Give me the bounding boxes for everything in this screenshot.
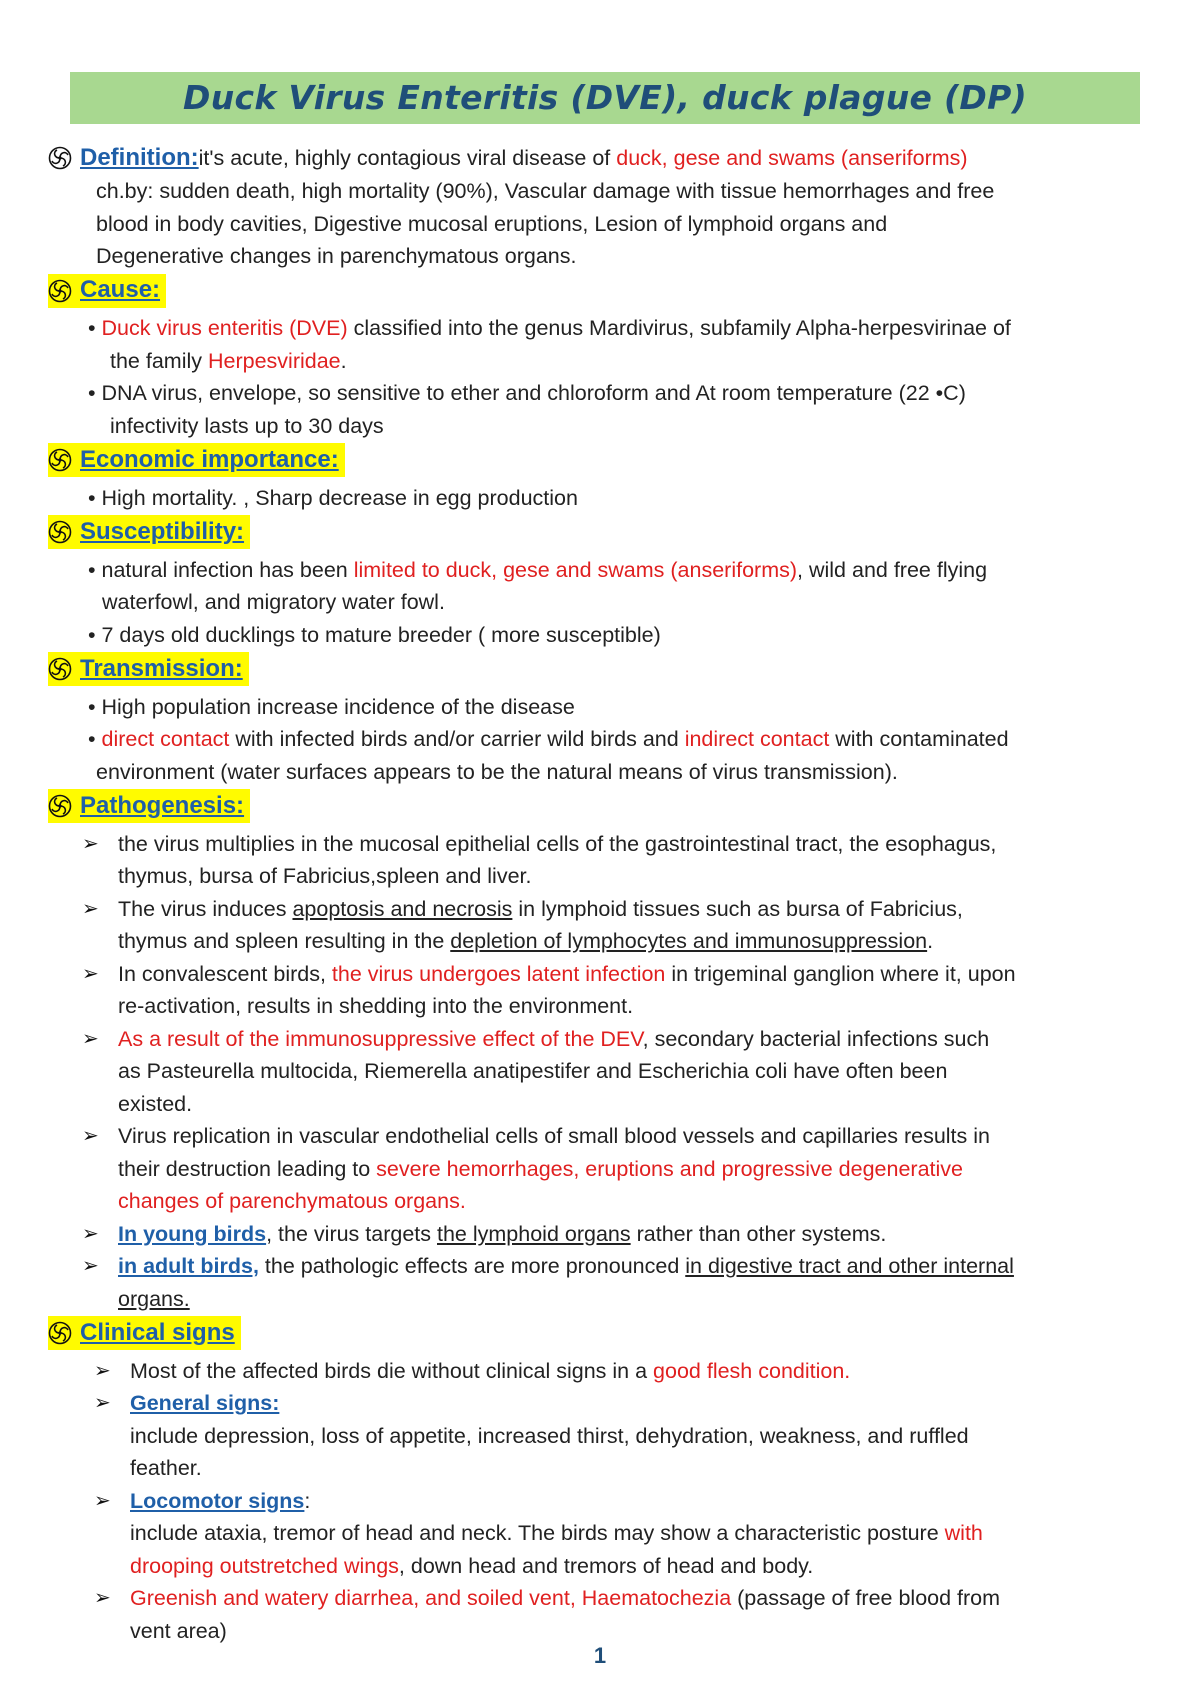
young-birds-label: In young birds	[118, 1221, 267, 1246]
title-band	[70, 72, 1140, 124]
transmission-text: with contaminated	[829, 727, 1009, 751]
clinical-item-text	[130, 1485, 983, 1583]
clinical-line: include depression, loss of appetite, increased thirst, dehydration, weakness, and ruffled	[130, 1423, 969, 1448]
section-definition-heading	[48, 141, 1148, 175]
arrow-bullet-icon: ➢	[94, 1392, 111, 1414]
arrow-bullet-icon: ➢	[82, 1222, 99, 1245]
pathogenesis-item-text	[118, 828, 996, 893]
clinical-line	[130, 1550, 983, 1583]
clinical-line: feather.	[130, 1456, 202, 1480]
transmission-bullet-cont: environment (water surfaces appears to be the natural means of virus transmission).	[96, 759, 898, 784]
cause-text: classified into the genus Mardivirus, subfamily Alpha-herpesvirinae of	[353, 316, 1011, 340]
pathogenesis-item	[48, 1250, 1148, 1315]
cause-bullet	[48, 312, 1148, 345]
definition-red-text: duck, gese and swams (anseriforms)	[616, 145, 968, 170]
cause-red-text: Herpesviridae	[207, 348, 341, 373]
spiral-swirl-icon	[48, 146, 72, 170]
pathogenesis-item	[48, 1023, 1148, 1121]
arrow-bullet-icon: ➢	[82, 1027, 99, 1050]
page-number: 1	[593, 1643, 607, 1668]
cause-bullet-cont	[48, 345, 1148, 378]
pathogenesis-red-text: severe hemorrhages, eruptions and progressive degenerative	[376, 1156, 963, 1181]
pathogenesis-line	[118, 1250, 1014, 1283]
document-body	[48, 140, 1148, 1647]
susceptibility-red-text: limited to duck, gese and swams (anseriforms)	[353, 557, 798, 582]
clinical-red-text: drooping outstretched wings	[130, 1553, 399, 1578]
pathogenesis-text: .	[927, 929, 934, 953]
pathogenesis-underlined: organs.	[118, 1286, 190, 1311]
clinical-item	[48, 1355, 1148, 1388]
cause-text: .	[340, 348, 347, 373]
pathogenesis-item-text	[118, 893, 963, 958]
pathogenesis-line: as Pasteurella multocida, Riemerella anatipestifer and Escherichia coli have often been	[118, 1059, 948, 1083]
definition-text-part: it's acute, highly contagious viral disease of	[198, 145, 617, 170]
clinical-red-text: good flesh condition.	[653, 1358, 851, 1383]
arrow-bullet-icon: ➢	[94, 1587, 111, 1609]
pathogenesis-underlined: the lymphoid organs	[437, 1221, 631, 1246]
arrow-bullet-icon: ➢	[94, 1359, 111, 1382]
transmission-red-text: direct contact	[101, 727, 230, 751]
spiral-swirl-icon	[48, 1321, 72, 1345]
clinical-text: , down head and tremors of head and body.	[398, 1553, 814, 1578]
arrow-bullet-icon: ➢	[82, 897, 99, 920]
definition-heading-label: Definition:	[80, 143, 199, 171]
pathogenesis-line: Virus replication in vascular endothelial cells of small blood vessels and capillaries results in	[118, 1124, 990, 1148]
clinical-text: include ataxia, tremor of head and neck. The birds may show a characteristic posture	[130, 1521, 945, 1545]
clinical-item-text	[130, 1582, 1000, 1647]
pathogenesis-red-text: As a result of the immunosuppressive effect of the DEV	[118, 1026, 643, 1051]
section-cause-heading	[48, 274, 166, 308]
pathogenesis-line: existed.	[118, 1091, 193, 1116]
clinical-red-text: Greenish and watery diarrhea, and soiled vent, Haematochezia	[130, 1586, 732, 1610]
clinical-line	[130, 1485, 983, 1518]
spiral-swirl-icon	[48, 448, 72, 472]
transmission-red-text: indirect contact	[684, 727, 830, 751]
pathogenesis-underlined: apoptosis and necrosis	[292, 896, 513, 921]
pathogenesis-item	[48, 1218, 1148, 1251]
pathogenesis-text: the pathologic effects are more pronounced	[258, 1254, 686, 1278]
susceptibility-bullet: • 7 days old ducklings to mature breeder ( more susceptible)	[88, 622, 661, 647]
spiral-swirl-icon	[48, 657, 72, 681]
pathogenesis-text: their destruction leading to	[118, 1156, 377, 1181]
definition-line: blood in body cavities, Digestive mucosal eruptions, Lesion of lymphoid organs and	[96, 211, 888, 236]
clinical-text: :	[304, 1488, 311, 1513]
pathogenesis-text: in lymphoid tissues such as bursa of Fabricius,	[512, 896, 963, 921]
susceptibility-text: • natural infection has been	[88, 557, 354, 582]
clinical-line	[130, 1582, 1000, 1615]
susceptibility-bullet	[48, 554, 1148, 587]
pathogenesis-item-text	[118, 958, 1016, 1023]
arrow-bullet-icon: ➢	[82, 832, 99, 855]
clinical-line	[130, 1517, 983, 1550]
section-transmission-heading	[48, 652, 249, 686]
pathogenesis-item-text	[118, 1120, 990, 1218]
clinical-item	[48, 1387, 1148, 1485]
pathogenesis-line	[118, 925, 963, 958]
pathogenesis-text: , secondary bacterial infections such	[642, 1026, 990, 1051]
susceptibility-heading-label: Susceptibility:	[80, 517, 245, 545]
pathogenesis-heading-label: Pathogenesis:	[80, 791, 245, 819]
section-clinical-heading	[48, 1316, 241, 1350]
pathogenesis-line	[118, 1023, 989, 1056]
cause-bullet: • DNA virus, envelope, so sensitive to ether and chloroform and At room temperature (22 •C)	[88, 381, 966, 405]
cause-text: the family	[110, 348, 208, 373]
pathogenesis-red-text: changes of parenchymatous organs.	[118, 1189, 466, 1213]
pathogenesis-item	[48, 1120, 1148, 1218]
spiral-swirl-icon	[48, 520, 72, 544]
pathogenesis-red-text: the virus undergoes latent infection	[331, 961, 666, 986]
pathogenesis-line: thymus, bursa of Fabricius,spleen and liver.	[118, 864, 532, 888]
clinical-line: vent area)	[130, 1618, 227, 1643]
arrow-bullet-icon: ➢	[94, 1489, 111, 1512]
transmission-text: with infected birds and/or carrier wild birds and	[229, 727, 685, 751]
clinical-item	[48, 1485, 1148, 1583]
pathogenesis-line	[118, 958, 1016, 991]
locomotor-signs-label: Locomotor signs	[130, 1488, 305, 1513]
definition-line: Degenerative changes in parenchymatous organs.	[96, 244, 577, 268]
cause-bullet-cont: infectivity lasts up to 30 days	[110, 413, 384, 438]
clinical-item-text	[130, 1387, 969, 1485]
page-title: Duck Virus Enteritis (DVE), duck plague (DP)	[183, 77, 1027, 117]
pathogenesis-line: the virus multiplies in the mucosal epithelial cells of the gastrointestinal tract, the esophagus,	[118, 831, 997, 856]
susceptibility-bullet-cont: waterfowl, and migratory water fowl.	[102, 590, 445, 614]
economic-bullet: • High mortality. , Sharp decrease in egg production	[88, 485, 578, 510]
bullet-mark: •	[88, 727, 102, 751]
pathogenesis-item	[48, 828, 1148, 893]
pathogenesis-text: The virus induces	[118, 896, 293, 921]
transmission-heading-label: Transmission:	[80, 654, 243, 682]
section-economic-heading	[48, 443, 345, 477]
clinical-item	[48, 1582, 1148, 1647]
pathogenesis-item	[48, 893, 1148, 958]
section-susceptibility-heading	[48, 515, 250, 549]
clinical-heading-label: Clinical signs	[80, 1318, 235, 1346]
definition-text	[199, 142, 968, 175]
pathogenesis-item-text	[118, 1023, 989, 1121]
pathogenesis-item-text	[118, 1250, 1014, 1315]
bullet-mark: •	[88, 316, 102, 340]
pathogenesis-line	[118, 1153, 990, 1186]
adult-birds-label: in adult birds,	[118, 1254, 259, 1278]
spiral-swirl-icon	[48, 279, 72, 303]
clinical-text: Most of the affected birds die without clinical signs in a	[130, 1358, 654, 1383]
pathogenesis-line	[118, 1218, 886, 1251]
clinical-item-text	[130, 1355, 850, 1388]
arrow-bullet-icon: ➢	[82, 1125, 99, 1147]
transmission-bullet: • High population increase incidence of the disease	[88, 694, 575, 719]
general-signs-label: General signs:	[130, 1391, 280, 1415]
pathogenesis-text: rather than other systems.	[630, 1221, 887, 1246]
susceptibility-text: , wild and free flying	[797, 557, 988, 582]
pathogenesis-underlined: depletion of lymphocytes and immunosuppression	[450, 929, 928, 953]
arrow-bullet-icon: ➢	[82, 1255, 99, 1277]
economic-heading-label: Economic importance:	[80, 445, 339, 473]
clinical-red-text: with	[944, 1521, 983, 1545]
pathogenesis-item	[48, 958, 1148, 1023]
transmission-bullet	[48, 723, 1148, 756]
pathogenesis-underlined: in digestive tract and other internal	[685, 1254, 1014, 1278]
pathogenesis-text: in trigeminal ganglion where it, upon	[665, 961, 1016, 986]
pathogenesis-line: re-activation, results in shedding into the environment.	[118, 994, 634, 1018]
section-pathogenesis-heading	[48, 789, 250, 823]
spiral-swirl-icon	[48, 794, 72, 818]
cause-heading-label: Cause:	[80, 276, 161, 304]
pathogenesis-item-text	[118, 1218, 886, 1251]
pathogenesis-text: In convalescent birds,	[118, 961, 332, 986]
pathogenesis-line	[118, 893, 963, 926]
definition-line: ch.by: sudden death, high mortality (90%), Vascular damage with tissue hemorrhages and free	[96, 179, 995, 203]
arrow-bullet-icon: ➢	[82, 962, 99, 985]
clinical-line	[130, 1355, 850, 1388]
cause-red-text: Duck virus enteritis (DVE)	[101, 316, 354, 340]
clinical-text: (passage of free blood from	[731, 1586, 1001, 1610]
pathogenesis-text: , the virus targets	[266, 1221, 437, 1246]
pathogenesis-text: thymus and spleen resulting in the	[118, 929, 451, 953]
